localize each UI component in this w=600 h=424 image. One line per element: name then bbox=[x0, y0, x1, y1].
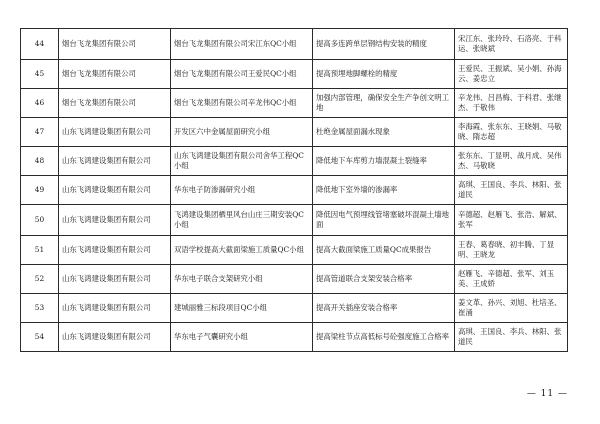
row-number: 50 bbox=[21, 205, 59, 236]
topic-cell: 提高大截面梁施工质量QC成果报告 bbox=[313, 236, 455, 265]
group-cell: 开发区六中金属屋面研究小组 bbox=[171, 118, 313, 147]
members-cell: 辛德超、赵雁飞、张浩、解斌、张军 bbox=[455, 205, 568, 236]
company-cell: 烟台飞龙集团有限公司 bbox=[59, 60, 171, 89]
qc-groups-table bbox=[20, 28, 568, 352]
topic-cell: 提高多连跨单层钢结构安装的精度 bbox=[313, 29, 455, 60]
members-cell: 王春、葛春晓、初丰腾、丁显明、王晓龙 bbox=[455, 236, 568, 265]
group-cell: 双语学校提高大截面梁施工质量QC小组 bbox=[171, 236, 313, 265]
table-row bbox=[21, 236, 568, 265]
topic-cell: 提高管道联合支架安装合格率 bbox=[313, 265, 455, 294]
company-cell: 山东飞鸿建设集团有限公司 bbox=[59, 176, 171, 205]
table-row bbox=[21, 29, 568, 60]
company-cell: 山东飞鸿建设集团有限公司 bbox=[59, 323, 171, 352]
members-cell: 高琪、王国良、李兵、林阳、张道民 bbox=[455, 323, 568, 352]
row-number: 49 bbox=[21, 176, 59, 205]
company-cell: 山东飞鸿建设集团有限公司 bbox=[59, 118, 171, 147]
row-number: 52 bbox=[21, 265, 59, 294]
group-cell: 烟台飞龙集团有限公司王爱民QC小组 bbox=[171, 60, 313, 89]
row-number: 53 bbox=[21, 294, 59, 323]
table-row bbox=[21, 176, 568, 205]
group-cell: 华东电子联合支架研究小组 bbox=[171, 265, 313, 294]
members-cell: 辛龙伟、吕昌梅、于科君、张继杰、于敬伟 bbox=[455, 89, 568, 118]
table-row bbox=[21, 89, 568, 118]
members-cell: 姜文革、孙兴、刘旭、杜培圣、崔涌 bbox=[455, 294, 568, 323]
table-row bbox=[21, 265, 568, 294]
company-cell: 山东飞鸿建设集团有限公司 bbox=[59, 236, 171, 265]
row-number: 48 bbox=[21, 147, 59, 176]
row-number: 54 bbox=[21, 323, 59, 352]
group-cell: 华东电子气囊研究小组 bbox=[171, 323, 313, 352]
table-row bbox=[21, 294, 568, 323]
group-cell: 山东飞鸿建设集团有限公司舍华工程QC小组 bbox=[171, 147, 313, 176]
company-cell: 烟台飞龙集团有限公司 bbox=[59, 89, 171, 118]
members-cell: 王爱民、王振斌、吴小娟、孙海云、姜忠立 bbox=[455, 60, 568, 89]
topic-cell: 提高开关插座安装合格率 bbox=[313, 294, 455, 323]
company-cell: 山东飞鸿建设集团有限公司 bbox=[59, 205, 171, 236]
company-cell: 山东飞鸿建设集团有限公司 bbox=[59, 147, 171, 176]
group-cell: 飞鸿建设集团栖里风台山庄三期安装QC小组 bbox=[171, 205, 313, 236]
row-number: 46 bbox=[21, 89, 59, 118]
row-number: 47 bbox=[21, 118, 59, 147]
company-cell: 山东飞鸿建设集团有限公司 bbox=[59, 294, 171, 323]
company-cell: 烟台飞龙集团有限公司 bbox=[59, 29, 171, 60]
table-row bbox=[21, 60, 568, 89]
topic-cell: 提高预埋地脚螺栓的精度 bbox=[313, 60, 455, 89]
table-row bbox=[21, 323, 568, 352]
page-number: — 11 — bbox=[526, 389, 568, 399]
group-cell: 建城丽雅三标段项目QC小组 bbox=[171, 294, 313, 323]
row-number: 44 bbox=[21, 29, 59, 60]
group-cell: 烟台飞龙集团有限公司辛龙伟QC小组 bbox=[171, 89, 313, 118]
topic-cell: 加强内部管理，确保安全生产争创文明工地 bbox=[313, 89, 455, 118]
members-cell: 宋江东、张玲玲、石洛亮、于科运、张晓斌 bbox=[455, 29, 568, 60]
topic-cell: 降低因电气预埋线管堵塞破坏混凝土墙地面 bbox=[313, 205, 455, 236]
topic-cell: 降低地下车库剪力墙混凝土裂缝率 bbox=[313, 147, 455, 176]
table-body bbox=[21, 29, 568, 352]
topic-cell: 杜绝金属屋面漏水现象 bbox=[313, 118, 455, 147]
members-cell: 赵雁飞、辛德超、张军、刘玉美、王成娇 bbox=[455, 265, 568, 294]
members-cell: 高琪、王国良、李兵、林阳、张道民 bbox=[455, 176, 568, 205]
table-row bbox=[21, 118, 568, 147]
table-row bbox=[21, 147, 568, 176]
topic-cell: 降低地下室外墙的渗漏率 bbox=[313, 176, 455, 205]
members-cell: 李海霞、张东东、王晓娟、马敬晓、隋志超 bbox=[455, 118, 568, 147]
members-cell: 张东东、丁显明、战月成、吴伟杰、马敬晓 bbox=[455, 147, 568, 176]
row-number: 51 bbox=[21, 236, 59, 265]
topic-cell: 提高梁柱节点高低标号砼强度施工合格率 bbox=[313, 323, 455, 352]
group-cell: 烟台飞龙集团有限公司宋江东QC小组 bbox=[171, 29, 313, 60]
row-number: 45 bbox=[21, 60, 59, 89]
table-row bbox=[21, 205, 568, 236]
group-cell: 华东电子防渗漏研究小组 bbox=[171, 176, 313, 205]
company-cell: 山东飞鸿建设集团有限公司 bbox=[59, 265, 171, 294]
